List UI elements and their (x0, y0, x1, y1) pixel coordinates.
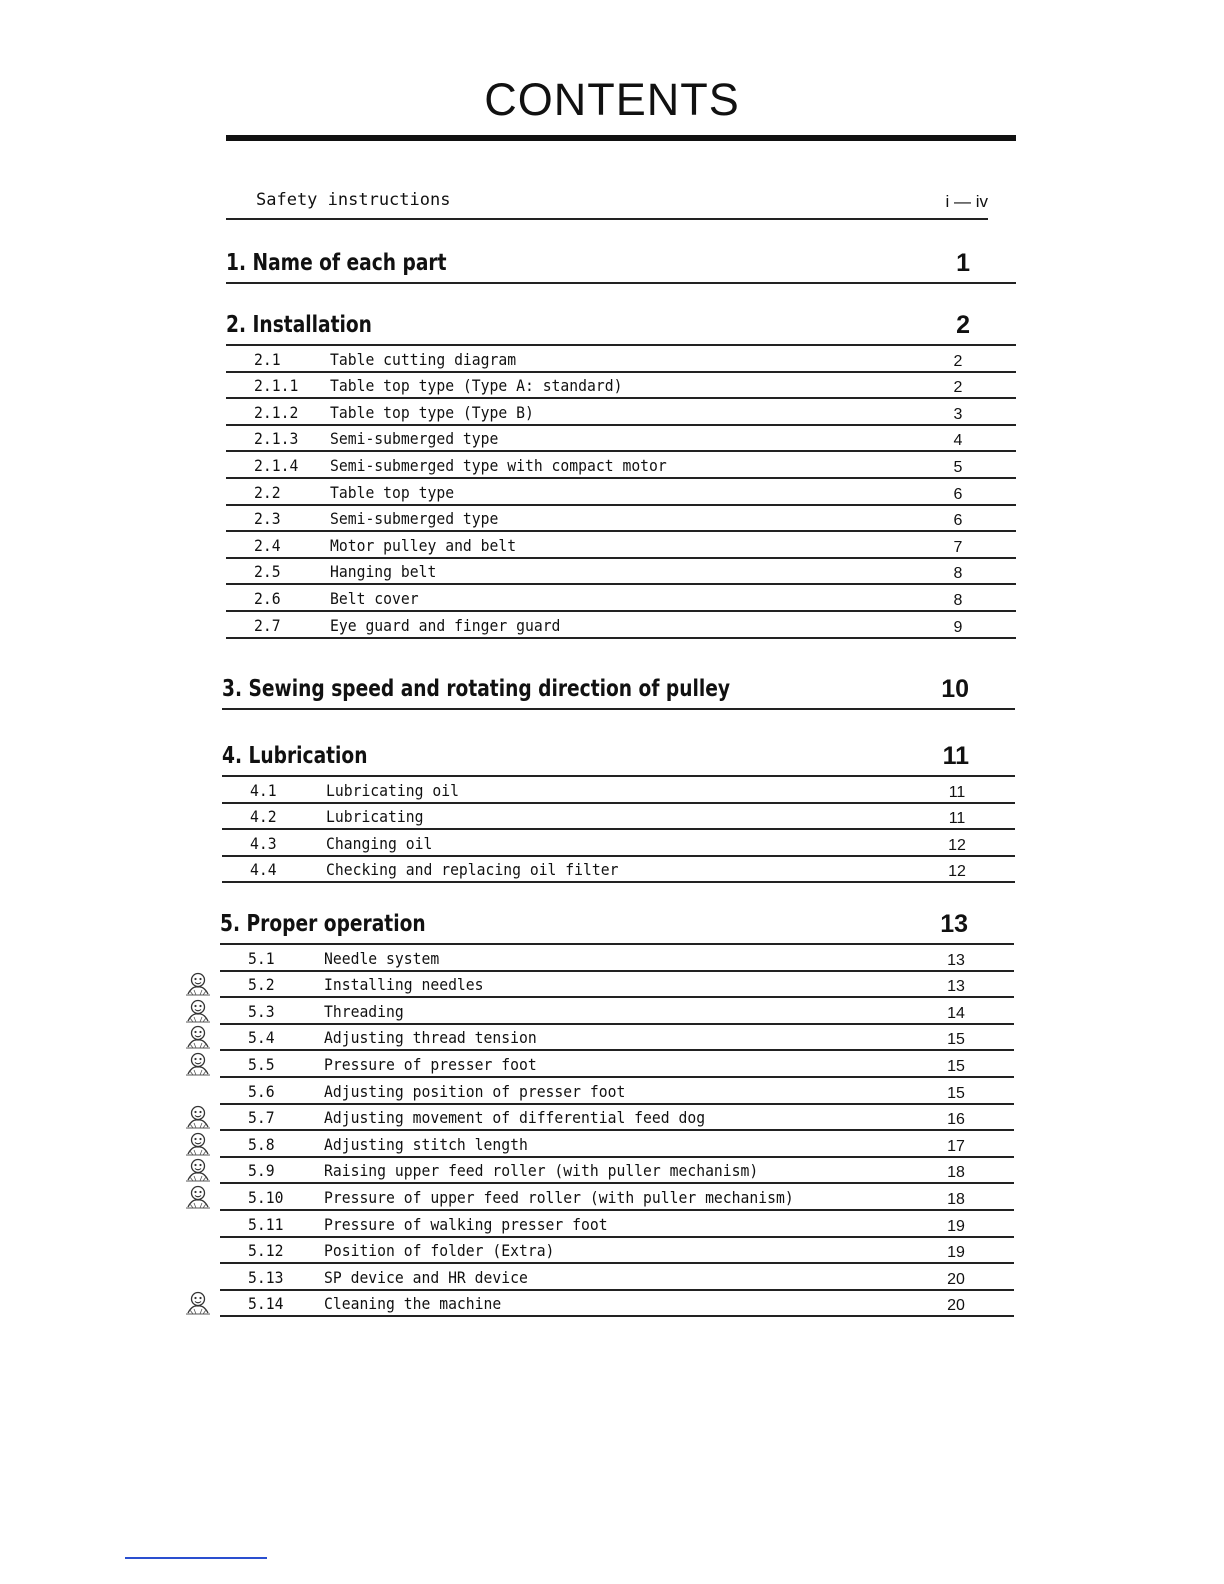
toc-entry[interactable] (220, 998, 1014, 1025)
entry-page-number: 19 (947, 1244, 965, 1262)
entry-number: 2.7 (254, 615, 281, 635)
entry-number: 5.7 (248, 1108, 275, 1128)
toc-entry[interactable] (226, 426, 1016, 453)
entry-title: Table cutting diagram (330, 349, 517, 369)
entry-page-number: 2 (953, 352, 963, 370)
entry-page-number: 5 (953, 458, 963, 476)
page-title: CONTENTS (484, 74, 740, 125)
entry-title: Pressure of presser foot (324, 1054, 537, 1074)
entry-number: 5.5 (248, 1054, 275, 1074)
entry-number: 5.13 (248, 1267, 284, 1287)
entry-number: 2.1 (254, 349, 281, 369)
entry-number: 2.4 (254, 535, 281, 555)
entry-page-number: 18 (947, 1164, 965, 1182)
entry-page-number: 16 (947, 1111, 965, 1129)
toc-entry[interactable] (220, 1025, 1014, 1052)
entry-title: Belt cover (330, 588, 419, 608)
section-heading[interactable] (222, 670, 1015, 710)
entry-page-number: 18 (947, 1190, 965, 1208)
entry-page-number: 12 (948, 863, 966, 881)
toc-entry[interactable] (226, 346, 1016, 373)
entry-number: 2.3 (254, 509, 281, 529)
toc-entry[interactable] (220, 1211, 1014, 1238)
toc-entry[interactable] (220, 1291, 1014, 1318)
entry-page-number: 15 (947, 1084, 965, 1102)
entry-title: Semi-submerged type (330, 509, 499, 529)
section-title: 3. Sewing speed and rotating direction of pulley (222, 676, 731, 702)
entry-title: Raising upper feed roller (with puller mechanism) (324, 1161, 759, 1181)
entry-page-number: 17 (947, 1137, 965, 1155)
section-page-number: 13 (940, 910, 968, 938)
entry-title: Threading (324, 1001, 404, 1021)
entry-title: Installing needles (324, 975, 484, 995)
section-page-number: 10 (941, 675, 969, 703)
entry-page-number: 15 (947, 1031, 965, 1049)
entry-page-number: 8 (953, 591, 963, 609)
entry-number: 5.8 (248, 1134, 275, 1154)
entry-page-number: 4 (953, 432, 963, 450)
entry-title: Adjusting thread tension (324, 1028, 537, 1048)
entry-number: 4.3 (250, 833, 277, 853)
entry-page-number: 12 (948, 836, 966, 854)
title-rule (226, 135, 1016, 141)
instruction-symbol-icon (184, 1052, 212, 1076)
entry-number: 5.11 (248, 1214, 284, 1234)
safety-instructions-entry[interactable] (226, 186, 988, 220)
entry-number: 4.2 (250, 807, 277, 827)
instruction-symbol-icon (184, 1025, 212, 1049)
toc-entry[interactable] (220, 972, 1014, 999)
entry-number: 2.6 (254, 588, 281, 608)
entry-page-number: 15 (947, 1057, 965, 1075)
entry-number: 5.3 (248, 1001, 275, 1021)
entry-number: 2.1.3 (254, 429, 299, 449)
entry-page-number: 6 (953, 512, 963, 530)
toc-entry[interactable] (222, 804, 1015, 831)
entry-page-number: 2 (953, 379, 963, 397)
toc-entry[interactable] (226, 585, 1016, 612)
entry-page-number: 11 (948, 810, 966, 828)
entry-page-number: 13 (947, 978, 965, 996)
instruction-symbol-icon (184, 1105, 212, 1129)
entry-number: 5.14 (248, 1294, 284, 1314)
entry-title: Table top type (330, 482, 455, 502)
section-page-number: 1 (956, 249, 970, 277)
entry-title: Needle system (324, 948, 440, 968)
entry-number: 5.4 (248, 1028, 275, 1048)
entry-title: Pressure of upper feed roller (with puller mechanism) (324, 1187, 794, 1207)
entry-title: Motor pulley and belt (330, 535, 517, 555)
section-title: 1. Name of each part (226, 250, 447, 276)
entry-title: Pressure of walking presser foot (324, 1214, 608, 1234)
toc-entry[interactable] (226, 532, 1016, 559)
section-heading[interactable] (222, 737, 1015, 777)
entry-number: 5.10 (248, 1187, 284, 1207)
entry-title: Table top type (Type B) (330, 402, 534, 422)
instruction-symbol-icon (184, 972, 212, 996)
entry-page-number: 13 (947, 951, 965, 969)
footer-link-line (125, 1557, 267, 1559)
toc-entry[interactable] (220, 1184, 1014, 1211)
entry-title: Semi-submerged type with compact motor (330, 455, 667, 475)
entry-number: 2.2 (254, 482, 281, 502)
entry-page-number: 7 (953, 538, 963, 556)
section-title: 2. Installation (226, 312, 372, 338)
entry-title: Position of folder (Extra) (324, 1241, 555, 1261)
entry-number: 4.1 (250, 780, 277, 800)
section-heading[interactable] (226, 306, 1016, 346)
section-title: 4. Lubrication (222, 743, 368, 769)
section-page-number: 2 (956, 311, 970, 339)
entry-title: Changing oil (326, 833, 433, 853)
entry-page-number: 9 (953, 618, 963, 636)
entry-number: 5.2 (248, 975, 275, 995)
instruction-symbol-icon (184, 1185, 212, 1209)
toc-entry[interactable] (220, 1051, 1014, 1078)
toc-entry[interactable] (222, 830, 1015, 857)
section-heading[interactable] (226, 244, 1016, 284)
entry-title: Hanging belt (330, 562, 437, 582)
entry-page-number: 20 (947, 1297, 965, 1315)
instruction-symbol-icon (184, 999, 212, 1023)
entry-number: 2.1.2 (254, 402, 299, 422)
entry-title: Lubricating (326, 807, 424, 827)
entry-title: Semi-submerged type (330, 429, 499, 449)
instruction-symbol-icon (184, 1291, 212, 1315)
toc-entry[interactable] (226, 506, 1016, 533)
entry-page-number: 6 (953, 485, 963, 503)
toc-section-2 (226, 306, 1016, 639)
entry-page-number: 14 (947, 1004, 965, 1022)
entry-number: 2.5 (254, 562, 281, 582)
entry-number: 5.9 (248, 1161, 275, 1181)
entry-title: Adjusting movement of differential feed dog (324, 1108, 706, 1128)
toc-section-1 (226, 244, 1016, 284)
safety-label: Safety instructions (256, 190, 451, 210)
toc-entry[interactable] (226, 399, 1016, 426)
section-title: 5. Proper operation (220, 911, 426, 937)
entry-number: 4.4 (250, 860, 277, 880)
entry-title: Checking and replacing oil filter (326, 860, 619, 880)
toc-entry[interactable] (226, 452, 1016, 479)
entry-number: 5.6 (248, 1081, 275, 1101)
entry-title: Table top type (Type A: standard) (330, 376, 623, 396)
toc-entry[interactable] (226, 559, 1016, 586)
toc-entry[interactable] (220, 945, 1014, 972)
toc-entry[interactable] (226, 479, 1016, 506)
entry-title: Adjusting position of presser foot (324, 1081, 626, 1101)
toc-entry[interactable] (220, 1158, 1014, 1185)
entry-page-number: 19 (947, 1217, 965, 1235)
section-heading[interactable] (220, 905, 1014, 945)
toc-entry[interactable] (222, 857, 1015, 884)
entry-title: Cleaning the machine (324, 1294, 502, 1314)
entry-page-number: 8 (953, 565, 963, 583)
entry-title: Adjusting stitch length (324, 1134, 528, 1154)
toc-section-5 (220, 905, 1014, 1317)
entry-number: 5.1 (248, 948, 275, 968)
toc-entry[interactable] (226, 612, 1016, 639)
entry-number: 2.1.4 (254, 455, 299, 475)
toc-entry[interactable] (220, 1131, 1014, 1158)
toc-section-3 (222, 670, 1015, 710)
toc-section-4 (222, 737, 1015, 883)
toc-entry[interactable] (220, 1264, 1014, 1291)
section-page-number: 11 (942, 742, 969, 770)
entry-number: 2.1.1 (254, 376, 299, 396)
safety-page: i — iv (945, 192, 988, 211)
instruction-symbol-icon (184, 1132, 212, 1156)
entry-page-number: 11 (948, 783, 966, 801)
entry-page-number: 20 (947, 1270, 965, 1288)
entry-page-number: 3 (953, 405, 963, 423)
toc-entry[interactable] (220, 1105, 1014, 1132)
toc-entry[interactable] (226, 373, 1016, 400)
entry-title: Eye guard and finger guard (330, 615, 561, 635)
toc-entry[interactable] (220, 1238, 1014, 1265)
entry-number: 5.12 (248, 1241, 284, 1261)
toc-entry[interactable] (222, 777, 1015, 804)
entry-title: SP device and HR device (324, 1267, 528, 1287)
instruction-symbol-icon (184, 1158, 212, 1182)
entry-title: Lubricating oil (326, 780, 459, 800)
toc-entry[interactable] (220, 1078, 1014, 1105)
